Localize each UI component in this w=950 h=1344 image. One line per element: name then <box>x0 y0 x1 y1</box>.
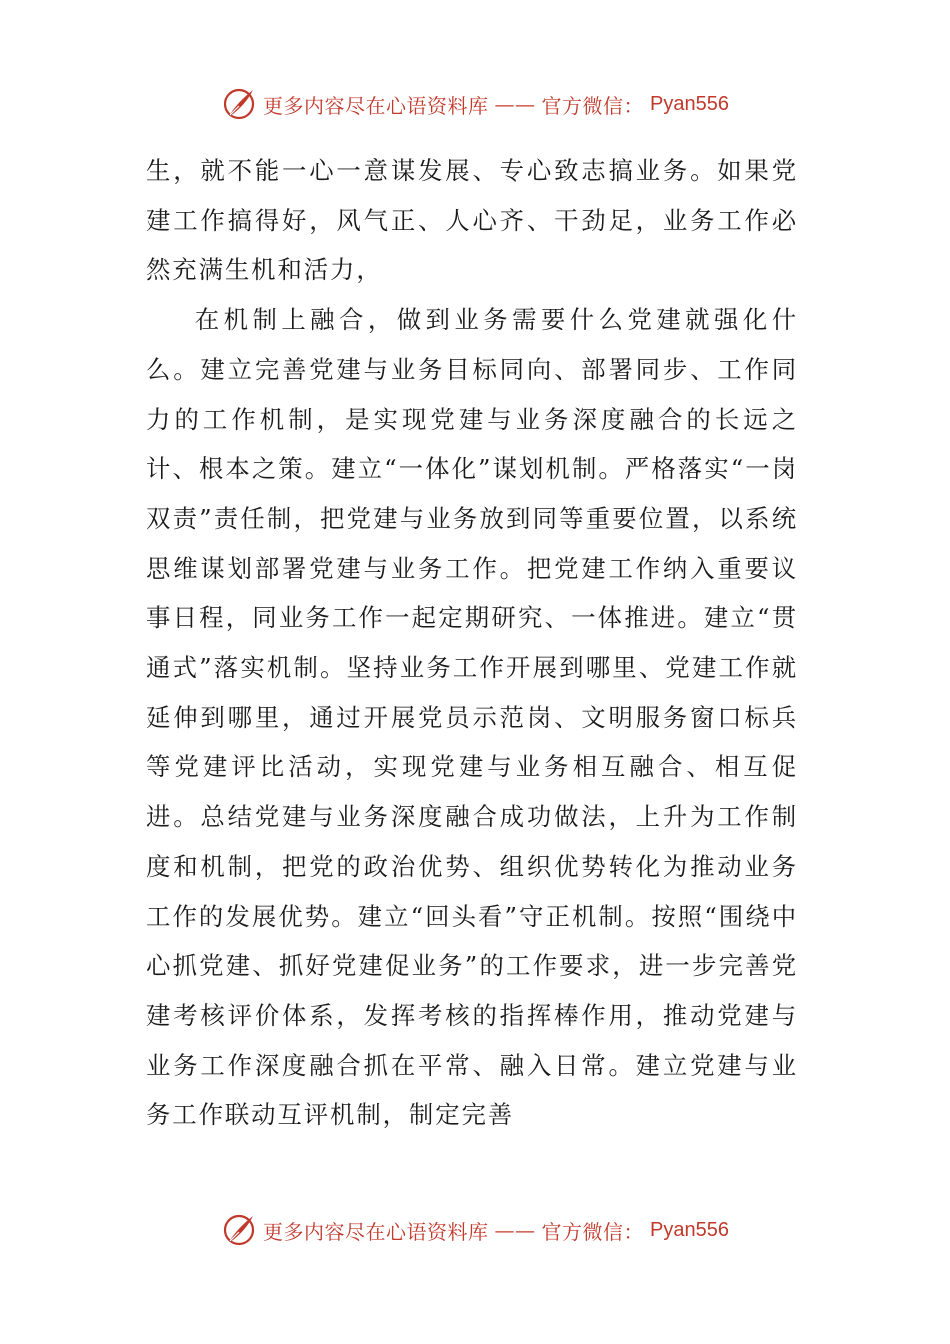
footer-watermark <box>0 1208 950 1252</box>
watermark-contact-text: 官方微信： <box>541 93 645 118</box>
watermark-handle: Pyan556 <box>650 1218 729 1241</box>
watermark-contact-text: 官方微信： <box>541 1219 645 1244</box>
quill-pen-logo-icon <box>221 1212 257 1248</box>
watermark-handle: Pyan556 <box>650 92 729 115</box>
document-body <box>146 146 798 1140</box>
paragraph-continuation: 生，就不能一心一意谋发展、专心致志搞业务。如果党建工作搞得好，风气正、人心齐、干劲足，业务工作必然充满生机和活力， <box>146 156 798 285</box>
quill-pen-logo-icon <box>221 86 257 122</box>
watermark-site-text: 更多内容尽在心语资料库 <box>263 93 489 118</box>
header-watermark <box>0 82 950 126</box>
paragraph-mechanism: 在机制上融合，做到业务需要什么党建就强化什么。建立完善党建与业务目标同向、部署同步、工作同力的工作机制，是实现党建与业务深度融合的长远之计、根本之策。建立“一体化”谋划机制。严格落实“一岗双责”责任制，把党建与业务放到同等重要位置，以系统思维谋划部署党建与业务工作。把党建工作纳入重要议事日程，同业务工作一起定期研究、一体推进。建立“贯通式”落实机制。坚持业务工作开展到哪里、党建工作就延伸到哪里，通过开展党员示范岗、文明服务窗口标兵等党建评比活动，实现党建与业务相互融合、相互促进。总结党建与业务深度融合成功做法，上升为工作制度和机制，把党的政治优势、组织优势转化为推动业务工作的发展优势。建立“回头看”守正机制。按照“围绕中心抓党建、抓好党建促业务”的工作要求，进一步完善党建考核评价体系，发挥考核的指挥棒作用，推动党建与业务工作深度融合抓在平常、融入日常。建立党建与业务工作联动互评机制，制定完善 <box>146 305 798 1130</box>
watermark-dash: —— <box>494 1218 536 1242</box>
watermark-dash: —— <box>494 92 536 116</box>
watermark-site-text: 更多内容尽在心语资料库 <box>263 1219 489 1244</box>
